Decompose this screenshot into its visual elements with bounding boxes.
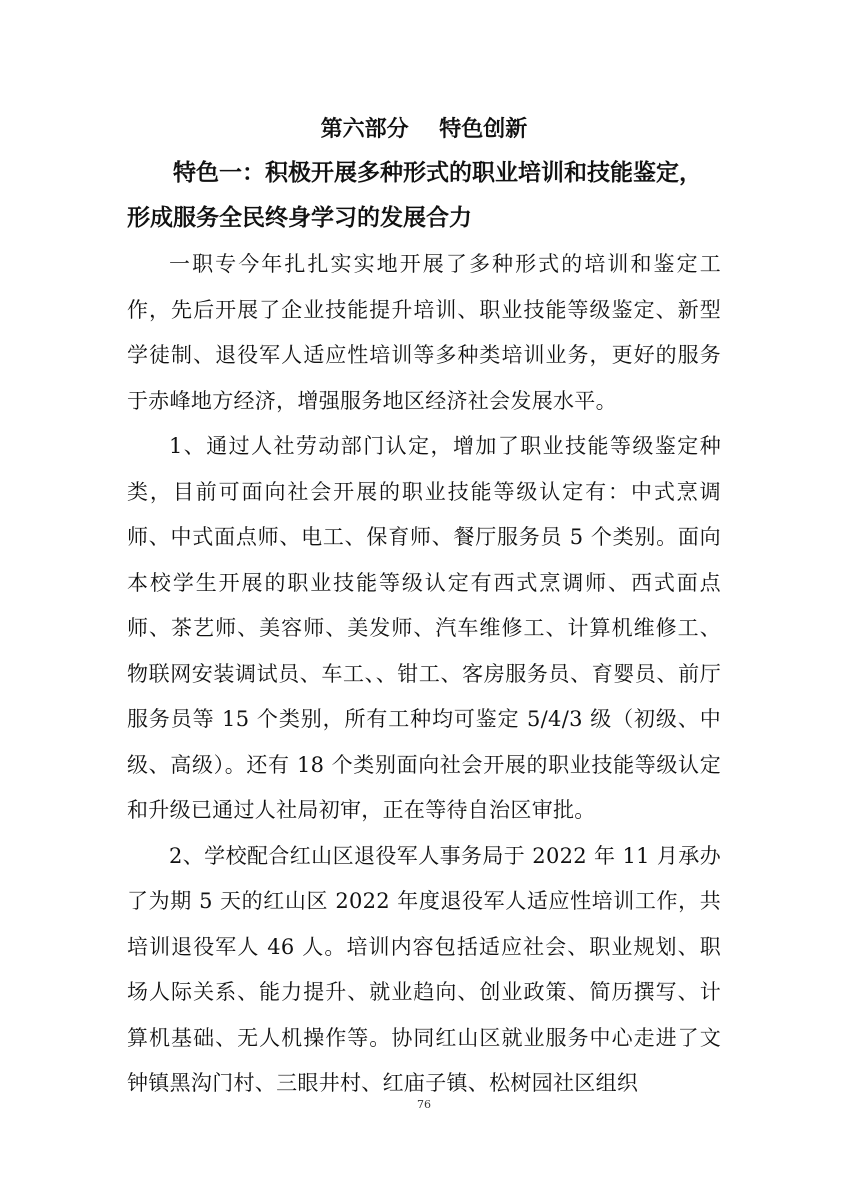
paragraph-intro: 一职专今年扎扎实实地开展了多种形式的培训和鉴定工作，先后开展了企业技能提升培训、职业技能等级鉴定、新型学徒制、退役军人适应性培训等多种类培训业务，更好的服务于赤峰地方经济，增强服务地区经济社会发展水平。 (127, 252, 721, 413)
body-text (127, 242, 721, 1107)
part-title: 第六部分 特色创新 (320, 117, 528, 142)
page-number: 76 (417, 1098, 431, 1111)
paragraph-item-2: 2、学校配合红山区退役军人事务局于 2022 年 11 月承办了为期 5 天的红山区 2022 年度退役军人适应性培训工作，共培训退役军人 46 人。培训内容包括适应社会、职业规划、职场人际关系、能力提升、就业趋向、创业政策、简历撰写、计算机基础、无人机操作等。协同红山区就业服务中心走进了文钟镇黑沟门村、三眼井村、红庙子镇、松树园社区组织 (127, 843, 721, 1095)
section-title: 特色一：积极开展多种形式的职业培训和技能鉴定，形成服务全民终身学习的发展合力 (127, 160, 702, 231)
paragraph-item-1: 1、通过人社劳动部门认定，增加了职业技能等级鉴定种类，目前可面向社会开展的职业技能等级认定有：中式烹调师、中式面点师、电工、保育师、餐厅服务员 5 个类别。面向本校学生开展的职业技能等级认定有西式烹调师、西式面点师、茶艺师、美容师、美发师、汽车维修工、计算机维修工、物联网安装调试员、车工、、钳工、客房服务员、育婴员、前厅服务员等 15 个类别，所有工种均可鉴定 5/4/3 级（初级、中级、高级）。还有 18 个类别面向社会开展的职业技能等级认定和升级已通过人社局初审，正在等待自治区审批。 (127, 434, 721, 822)
